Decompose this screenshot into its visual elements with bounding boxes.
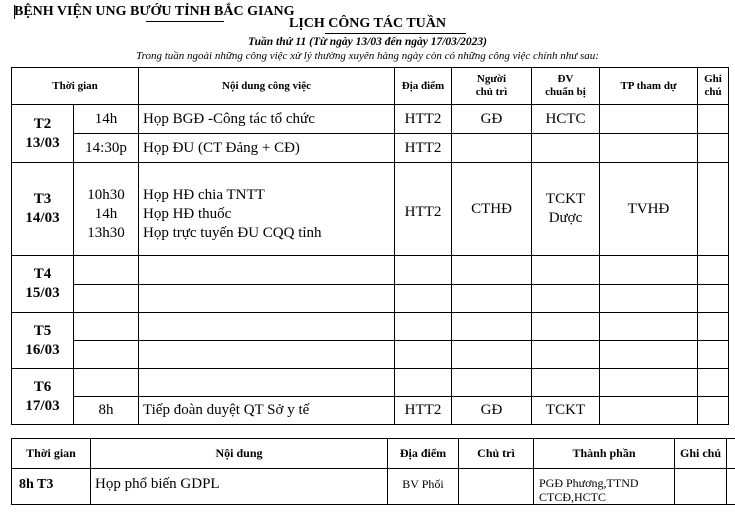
time-cell: 14h <box>74 105 139 134</box>
weekly-schedule-table <box>11 67 729 425</box>
header-prep <box>532 68 600 105</box>
note-cell <box>698 341 729 369</box>
place-cell: HTT2 <box>395 397 452 425</box>
attend-cell <box>600 256 698 285</box>
prep-cell: HCTC <box>532 105 600 134</box>
content-cell <box>139 313 395 341</box>
header-chair <box>452 68 532 105</box>
content-cell <box>139 256 395 285</box>
time-cell <box>74 313 139 341</box>
header-chair-line1: Người <box>476 73 507 85</box>
time-cell <box>74 341 139 369</box>
day-label: T3 <box>33 191 52 207</box>
table-row <box>12 469 735 505</box>
attend-cell: TVHĐ <box>600 163 698 256</box>
chair-cell: GĐ <box>452 105 532 134</box>
note-cell <box>698 285 729 313</box>
time-line: 13h30 <box>87 224 125 241</box>
table-row <box>12 313 729 341</box>
chair-cell: CTHĐ <box>452 163 532 256</box>
prep-cell <box>532 256 600 285</box>
header-time: Thời gian <box>12 68 139 105</box>
meeting-header-content: Nội dung <box>91 439 388 469</box>
content-cell <box>139 163 395 256</box>
prep-cell <box>532 285 600 313</box>
title-underline <box>325 33 466 34</box>
meeting-table <box>11 438 735 505</box>
place-cell <box>395 369 452 397</box>
header-content: Nội dung công việc <box>139 68 395 105</box>
meeting-header-extra <box>727 439 735 469</box>
header-prep-line1: ĐV <box>557 73 574 85</box>
header-attend: TP tham dự <box>600 68 698 105</box>
content-line: Họp HĐ chia TNTT <box>143 186 265 203</box>
day-date: 15/03 <box>25 285 60 301</box>
header-chair-line2: chủ trì <box>475 86 508 98</box>
day-date: 16/03 <box>25 341 60 358</box>
table-row <box>12 285 729 313</box>
attend-cell <box>600 285 698 313</box>
time-cell <box>74 285 139 313</box>
table-row <box>12 163 729 256</box>
meeting-header-chair: Chủ trì <box>459 439 534 469</box>
day-label: T5 <box>33 322 52 339</box>
hospital-name: BỆNH VIỆN UNG BƯỚU TỈNH BẮC GIANG <box>14 4 295 19</box>
content-cell <box>139 341 395 369</box>
prep-cell <box>532 341 600 369</box>
attend-cell <box>600 397 698 425</box>
meeting-header-time: Thời gian <box>12 439 91 469</box>
place-cell: HTT2 <box>395 134 452 163</box>
note-cell <box>698 313 729 341</box>
chair-cell: GĐ <box>452 397 532 425</box>
time-line: 14h <box>94 205 118 222</box>
content-cell <box>139 369 395 397</box>
attend-cell <box>600 134 698 163</box>
place-cell <box>395 256 452 285</box>
header-note-line1: Ghi <box>704 73 722 85</box>
header-place: Địa điểm <box>395 68 452 105</box>
meeting-members-cell <box>534 469 675 505</box>
time-cell: 8h <box>74 397 139 425</box>
content-cell: Họp ĐU (CT Đảng + CĐ) <box>139 134 395 163</box>
note-cell <box>698 256 729 285</box>
time-cell <box>74 256 139 285</box>
chair-cell <box>452 285 532 313</box>
day-cell-t2 <box>12 105 74 163</box>
members-line: CTCĐ,HCTC <box>539 490 607 504</box>
chair-cell <box>452 256 532 285</box>
attend-cell <box>600 341 698 369</box>
meeting-header-row <box>12 439 735 469</box>
chair-cell <box>452 341 532 369</box>
week-subtitle: Tuần thứ 11 (Từ ngày 13/03 đến ngày 17/03/2023) <box>248 36 487 48</box>
day-cell-t3 <box>12 163 74 256</box>
prep-cell <box>532 369 600 397</box>
meeting-place-cell: BV Phối <box>388 469 459 505</box>
table-row <box>12 256 729 285</box>
table-row <box>12 397 729 425</box>
place-cell: HTT2 <box>395 163 452 256</box>
place-cell: HTT2 <box>395 105 452 134</box>
meeting-time-cell: 8h T3 <box>12 469 91 505</box>
place-cell <box>395 285 452 313</box>
chair-cell <box>452 313 532 341</box>
day-date: 14/03 <box>25 210 60 226</box>
day-cell-t6 <box>12 369 74 425</box>
content-line: Họp HĐ thuốc <box>143 205 232 222</box>
prep-line: TCKT <box>545 191 586 207</box>
prep-line: Dược <box>548 210 583 226</box>
members-line: PGĐ Phương,TTND <box>539 476 639 490</box>
table-row <box>12 134 729 163</box>
meeting-header-place: Địa điểm <box>388 439 459 469</box>
header-note-line2: chú <box>704 86 722 98</box>
content-cell <box>139 285 395 313</box>
day-cell-t5 <box>12 313 74 369</box>
prep-cell: TCKT <box>532 397 600 425</box>
place-cell <box>395 313 452 341</box>
prep-cell <box>532 163 600 256</box>
meeting-header-members: Thành phần <box>534 439 675 469</box>
header-note <box>698 68 729 105</box>
day-date: 13/03 <box>25 134 60 151</box>
meeting-extra-cell <box>727 469 735 505</box>
content-cell: Tiếp đoàn duyệt QT Sở y tế <box>139 397 395 425</box>
content-line: Họp trực tuyến ĐU CQQ tỉnh <box>143 224 322 241</box>
note-cell <box>698 105 729 134</box>
chair-cell <box>452 134 532 163</box>
time-cell: 14:30p <box>74 134 139 163</box>
page-title: LỊCH CÔNG TÁC TUẦN <box>288 16 446 31</box>
day-label: T2 <box>33 115 52 132</box>
day-label: T6 <box>33 378 52 395</box>
prep-cell <box>532 134 600 163</box>
schedule-header-row <box>12 68 729 105</box>
table-row <box>12 105 729 134</box>
time-cell <box>74 369 139 397</box>
note-cell <box>698 397 729 425</box>
meeting-chair-cell <box>459 469 534 505</box>
day-label: T4 <box>33 266 52 282</box>
meeting-note-cell <box>675 469 727 505</box>
time-cell <box>74 163 139 256</box>
meeting-header-note: Ghi chú <box>675 439 727 469</box>
table-row <box>12 369 729 397</box>
attend-cell <box>600 313 698 341</box>
header-prep-line2: chuẩn bị <box>545 86 586 98</box>
chair-cell <box>452 369 532 397</box>
table-row <box>12 341 729 369</box>
intro-note: Trong tuần ngoài những công việc xử lý thường xuyên hàng ngày còn có những công việc chính như sau: <box>136 50 599 62</box>
day-date: 17/03 <box>25 397 60 414</box>
attend-cell <box>600 105 698 134</box>
note-cell <box>698 134 729 163</box>
place-cell <box>395 341 452 369</box>
attend-cell <box>600 369 698 397</box>
meeting-content-cell: Họp phổ biến GDPL <box>91 469 388 505</box>
prep-cell <box>532 313 600 341</box>
time-line: 10h30 <box>87 186 125 203</box>
day-cell-t4 <box>12 256 74 313</box>
note-cell <box>698 163 729 256</box>
content-cell: Họp BGĐ -Công tác tổ chức <box>139 105 395 134</box>
note-cell <box>698 369 729 397</box>
